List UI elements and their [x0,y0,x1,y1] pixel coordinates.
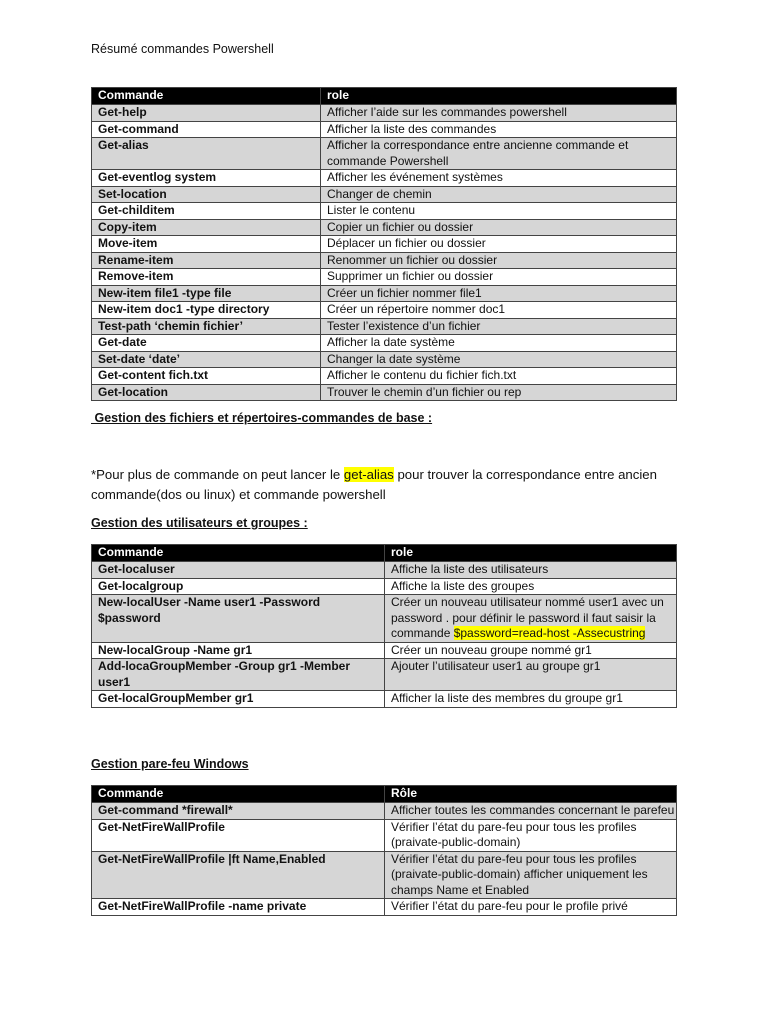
role-cell: Vérifier l’état du pare-feu pour le profile privé [385,899,677,916]
role-cell: Affiche la liste des groupes [385,578,677,595]
table-row [92,384,677,401]
command-cell: Get-help [92,105,321,122]
command-cell: New-item doc1 -type directory [92,302,321,319]
role-cell: Afficher la liste des membres du groupe gr1 [385,691,677,708]
role-text: Créer un nouveau utilisateur nommé user1 avec un password . pour définir le password il faut saisir la commande [391,595,664,640]
command-cell: Get-localGroupMember gr1 [92,691,385,708]
role-cell: Créer un nouveau groupe nommé gr1 [385,642,677,659]
role-cell: Trouver le chemin d’un fichier ou rep [321,384,677,401]
document-title: Résumé commandes Powershell [91,42,274,56]
role-cell: Afficher l’aide sur les commandes powershell [321,105,677,122]
table-row [92,368,677,385]
role-cell: Affiche la liste des utilisateurs [385,562,677,579]
table-row [92,819,677,851]
command-cell: Get-command [92,121,321,138]
section-heading-utilisateurs: Gestion des utilisateurs et groupes : [91,516,308,530]
command-cell: Get-eventlog system [92,170,321,187]
command-cell: Set-location [92,186,321,203]
role-cell: Afficher la correspondance entre ancienne commande et commande Powershell [321,138,677,170]
role-highlight: $password=read-host -Assecustring [453,626,646,640]
role-cell: Vérifier l’état du pare-feu pour tous les profiles (praivate-public-domain) afficher uniquement les champs Name et Enabled [385,851,677,899]
table-row [92,351,677,368]
table-row [92,562,677,579]
role-cell: Changer la date système [321,351,677,368]
command-cell: Copy-item [92,219,321,236]
table-row [92,121,677,138]
command-cell: Move-item [92,236,321,253]
role-cell: Changer de chemin [321,186,677,203]
command-cell: New-item file1 -type file [92,285,321,302]
table-row [92,252,677,269]
column-header-role: role [385,545,677,562]
command-cell: Get-NetFireWallProfile -name private [92,899,385,916]
table-row [92,899,677,916]
role-cell: Afficher toutes les commandes concernant le parefeu [385,803,677,820]
role-cell: Copier un fichier ou dossier [321,219,677,236]
command-cell: Get-NetFireWallProfile [92,819,385,851]
role-cell: Ajouter l’utilisateur user1 au groupe gr1 [385,659,677,691]
table-row [92,203,677,220]
note-text-before: *Pour plus de commande on peut lancer le [91,467,344,482]
role-cell: Vérifier l’état du pare-feu pour tous les profiles (praivate-public-domain) [385,819,677,851]
table-row [92,302,677,319]
table-row [92,105,677,122]
role-cell: Renommer un fichier ou dossier [321,252,677,269]
table-row [92,578,677,595]
column-header-commande: Commande [92,545,385,562]
table-row [92,335,677,352]
command-cell: Remove-item [92,269,321,286]
command-cell: Add-locaGroupMember -Group gr1 -Member user1 [92,659,385,691]
commands-table [91,87,677,401]
section-heading-parefeu: Gestion pare-feu Windows [91,757,249,771]
column-header-role: role [321,88,677,105]
table-row [92,219,677,236]
table-row [92,285,677,302]
table-row [92,269,677,286]
role-cell: Déplacer un fichier ou dossier [321,236,677,253]
role-cell: Créer un répertoire nommer doc1 [321,302,677,319]
section-heading-fichiers: Gestion des fichiers et répertoires-commandes de base : [91,411,433,425]
table-row [92,236,677,253]
command-cell: Get-command *firewall* [92,803,385,820]
role-cell: Afficher la date système [321,335,677,352]
column-header-role: Rôle [385,786,677,803]
command-cell: Get-localgroup [92,578,385,595]
role-cell: Afficher la liste des commandes [321,121,677,138]
command-cell: Get-location [92,384,321,401]
note-highlight: get-alias [343,467,394,482]
command-cell: Get-date [92,335,321,352]
table-row [92,642,677,659]
command-cell: Rename-item [92,252,321,269]
table-row [92,186,677,203]
table-row [92,691,677,708]
command-cell: Get-localuser [92,562,385,579]
command-cell: Get-content fich.txt [92,368,321,385]
role-cell [385,595,677,643]
command-cell: Get-NetFireWallProfile |ft Name,Enabled [92,851,385,899]
note-text-after: pour trouver la correspondance entre ancien commande(dos ou linux) et commande powershell [91,467,657,502]
role-cell: Afficher le contenu du fichier fich.txt [321,368,677,385]
users-groups-table [91,544,677,708]
firewall-table [91,785,677,916]
table-row [92,659,677,691]
table-row [92,170,677,187]
role-cell: Afficher les événement systèmes [321,170,677,187]
table-row [92,138,677,170]
column-header-commande: Commande [92,88,321,105]
command-cell: New-localGroup -Name gr1 [92,642,385,659]
role-cell: Créer un fichier nommer file1 [321,285,677,302]
note-paragraph [91,465,681,505]
table-row [92,803,677,820]
table-row [92,318,677,335]
role-cell: Tester l’existence d’un fichier [321,318,677,335]
table-row [92,851,677,899]
command-cell: New-localUser -Name user1 -Password $password [92,595,385,643]
command-cell: Get-childitem [92,203,321,220]
role-cell: Supprimer un fichier ou dossier [321,269,677,286]
command-cell: Test-path ‘chemin fichier’ [92,318,321,335]
command-cell: Set-date ‘date’ [92,351,321,368]
role-cell: Lister le contenu [321,203,677,220]
table-row [92,595,677,643]
command-cell: Get-alias [92,138,321,170]
column-header-commande: Commande [92,786,385,803]
